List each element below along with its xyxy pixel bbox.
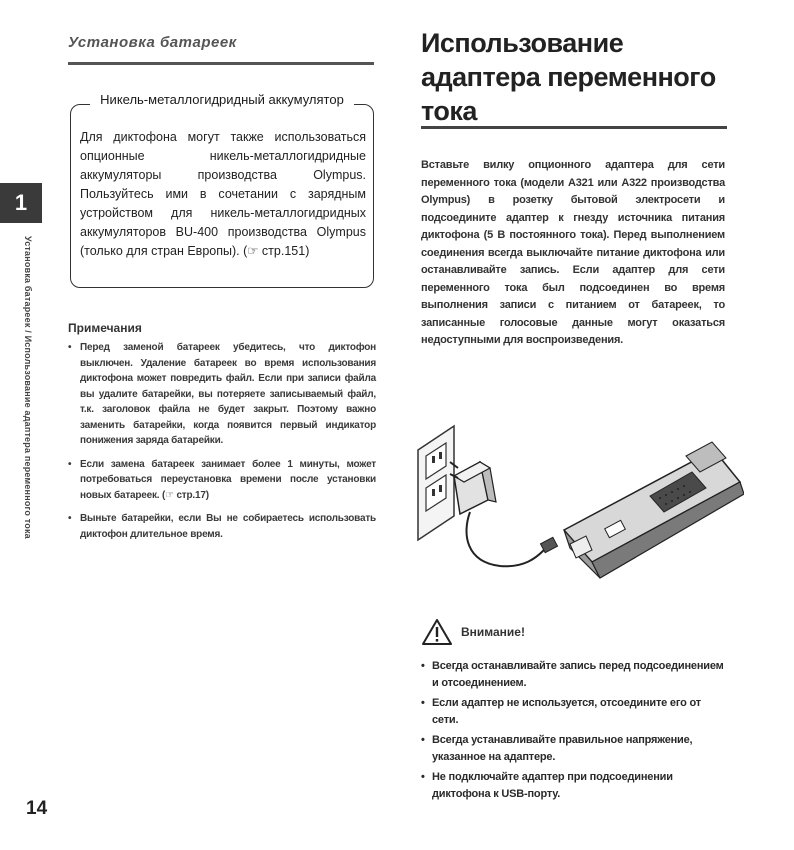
- section-rule: [68, 62, 374, 65]
- chapter-tab: 1: [0, 183, 42, 223]
- warning-heading-text: Внимание!: [461, 625, 525, 639]
- warning-triangle-icon: [421, 618, 453, 646]
- intro-paragraph: Вставьте вилку опционного адаптера для сети переменного тока (модели A321 или A322 производства Olympus) в розетку бытовой электросети и подсоедините адаптер к гнезду источника питания диктофона (5 В постоянного тока). Перед выполнением соединения всегда выключайте питание диктофона или останавливайте запись. Если адаптер для сети переменного тока был подсоединен во время выполнения записи с питанием от батареек, то записанные голосовые данные могут оказаться недоступными для воспроизведения.: [421, 159, 725, 346]
- warning-list: [421, 658, 727, 806]
- power-outlet-icon: [418, 426, 454, 540]
- note-item: • Выньте батарейки, если Вы не собираетесь использовать диктофон длительное время.: [68, 511, 376, 542]
- info-box-body: Для диктофона могут также использоваться опционные никель-металлогидридные аккумуляторы производства Olympus. Пользуйтесь ими в сочетании с зарядным устройством для никель-металлогидридных аккумуляторов BU-400 производства Olympus (только для стран Европы). (☞ стр.151): [80, 130, 366, 258]
- page-number: 14: [26, 798, 48, 819]
- note-item: • Перед заменой батареек убедитесь, что диктофон выключен. Удаление батареек во время использования диктофона может повредить файл. Если при записи файла вы удалите батарейки, вы потеряете записываемый файл, т.к. заголовок файла не будет закрыт. Поэтому важно заменить батарейки, когда появится первый индикатор понижения заряда батарейки.: [68, 340, 376, 449]
- page-title: Использование адаптера переменного тока: [421, 28, 716, 126]
- vertical-chapter-label: Установка батареек / Использование адаптера переменного тока: [23, 236, 33, 539]
- warning-item: • Всегда останавливайте запись перед подсоединением и отсоединением.: [421, 658, 727, 692]
- ac-adapter-icon: [450, 462, 496, 514]
- notes-list: [68, 340, 376, 550]
- adapter-illustration: [414, 412, 744, 592]
- section-header: Установка батареек: [68, 34, 237, 51]
- warning-item: • Если адаптер не используется, отсоедините его от сети.: [421, 695, 727, 729]
- warning-heading: [421, 617, 525, 647]
- warning-item: • Не подключайте адаптер при подсоединении диктофона к USB-порту.: [421, 769, 727, 803]
- notes-heading: Примечания: [68, 321, 142, 335]
- voice-recorder-icon: [564, 442, 744, 578]
- info-box-title: Никель-металлогидридный аккумулятор: [90, 92, 354, 107]
- note-item: • Если замена батареек занимает более 1 минуты, может потребоваться переустановка времени после установки новых батареек. (☞ стр.17): [68, 457, 376, 504]
- warning-item: • Всегда устанавливайте правильное напряжение, указанное на адаптере.: [421, 732, 727, 766]
- title-rule: [421, 126, 727, 129]
